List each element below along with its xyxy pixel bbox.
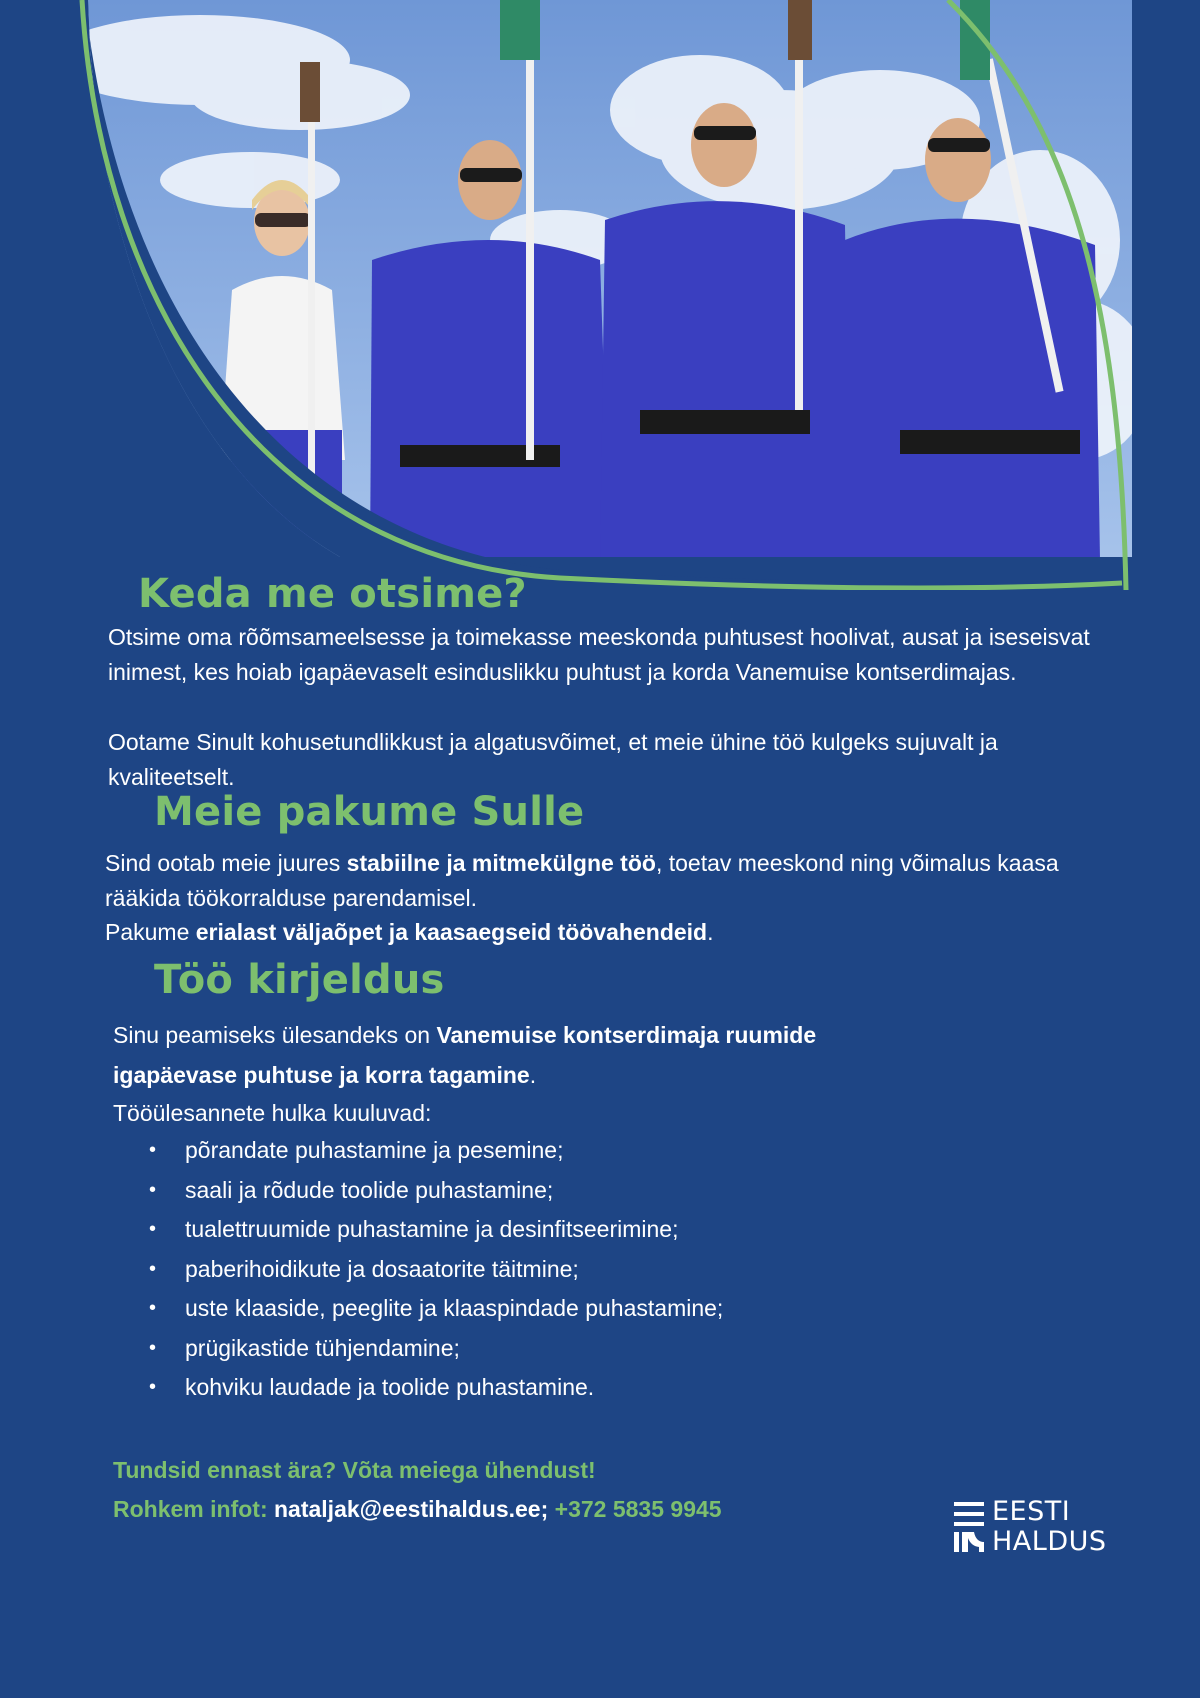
eesti-haldus-logo xyxy=(952,1498,1122,1556)
section1-paragraph-1: Otsime oma rõõmsameelsesse ja toimekasse meeskonda puhtusest hoolivat, ausat ja iseseisvat inimest, kes hoiab igapäevaselt esinduslikku puhtust ja korda Vanemuise kontserdimajas. xyxy=(108,624,1090,685)
section3-paragraph-1 xyxy=(113,1015,933,1095)
section2-p1-text-c: , toetav meeskond ning võimalus kaasa rääkida töökorralduse parendamisel. xyxy=(105,850,1059,911)
heading-meie-pakume-sulle: Meie pakume Sulle xyxy=(154,789,585,835)
list-item: • tualettruumide puhastamine ja desinfitseerimine; xyxy=(145,1210,723,1250)
heading-keda-me-otsime: Keda me otsime? xyxy=(138,571,527,617)
section2-p2-bold: erialast väljaõpet ja kaasaegseid töövahendeid xyxy=(195,919,708,945)
contact-label: Rohkem infot: xyxy=(113,1496,274,1522)
section2-p2-text-c: . xyxy=(707,919,714,945)
heading-too-kirjeldus: Töö kirjeldus xyxy=(154,957,445,1003)
section2-p1-bold: stabiilne ja mitmekülgne töö xyxy=(346,850,656,876)
section2-p2-text-a: Pakume xyxy=(105,919,196,945)
list-item: • paberihoidikute ja dosaatorite täitmine; xyxy=(145,1250,723,1290)
list-item: • saali ja rõdude toolide puhastamine; xyxy=(145,1171,723,1211)
contact-phone-link[interactable]: +372 5835 9945 xyxy=(548,1496,722,1522)
logo-mark-icon xyxy=(952,1498,988,1556)
team-photo-illustration xyxy=(0,0,1200,590)
contact-callout: Tundsid ennast ära? Võta meiega ühendust! xyxy=(113,1457,596,1483)
list-item: • uste klaaside, peeglite ja klaaspindade puhastamine; xyxy=(145,1289,723,1329)
logo-word-eesti: EESTI xyxy=(992,1496,1071,1527)
contact-email-link[interactable]: nataljak@eestihaldus.ee; xyxy=(274,1496,549,1522)
logo-word-haldus: HALDUS xyxy=(992,1526,1107,1557)
section3-p1-bold: Vanemuise kontserdimaja ruumide igapäevase puhtuse ja korra tagamine xyxy=(113,1022,817,1088)
section2-p1-text-a: Sind ootab meie juures xyxy=(105,850,347,876)
list-item: • kohviku laudade ja toolide puhastamine. xyxy=(145,1368,723,1408)
section3-paragraph-2: Tööülesannete hulka kuuluvad: xyxy=(113,1100,432,1126)
section2-paragraph-2 xyxy=(105,915,1105,950)
task-list xyxy=(145,1131,723,1408)
hero-photo xyxy=(0,0,1200,590)
section3-p1-text-c: . xyxy=(529,1062,537,1088)
contact-info xyxy=(113,1493,722,1525)
section1-paragraph-2: Ootame Sinult kohusetundlikkust ja algatusvõimet, et meie ühine töö kulgeks sujuvalt ja kvaliteetselt. xyxy=(108,729,998,790)
section3-p1-text-a: Sinu peamiseks ülesandeks on xyxy=(113,1022,437,1048)
list-item: • põrandate puhastamine ja pesemine; xyxy=(145,1131,723,1171)
section2-paragraph-1 xyxy=(105,846,1105,916)
list-item: • prügikastide tühjendamine; xyxy=(145,1329,723,1369)
